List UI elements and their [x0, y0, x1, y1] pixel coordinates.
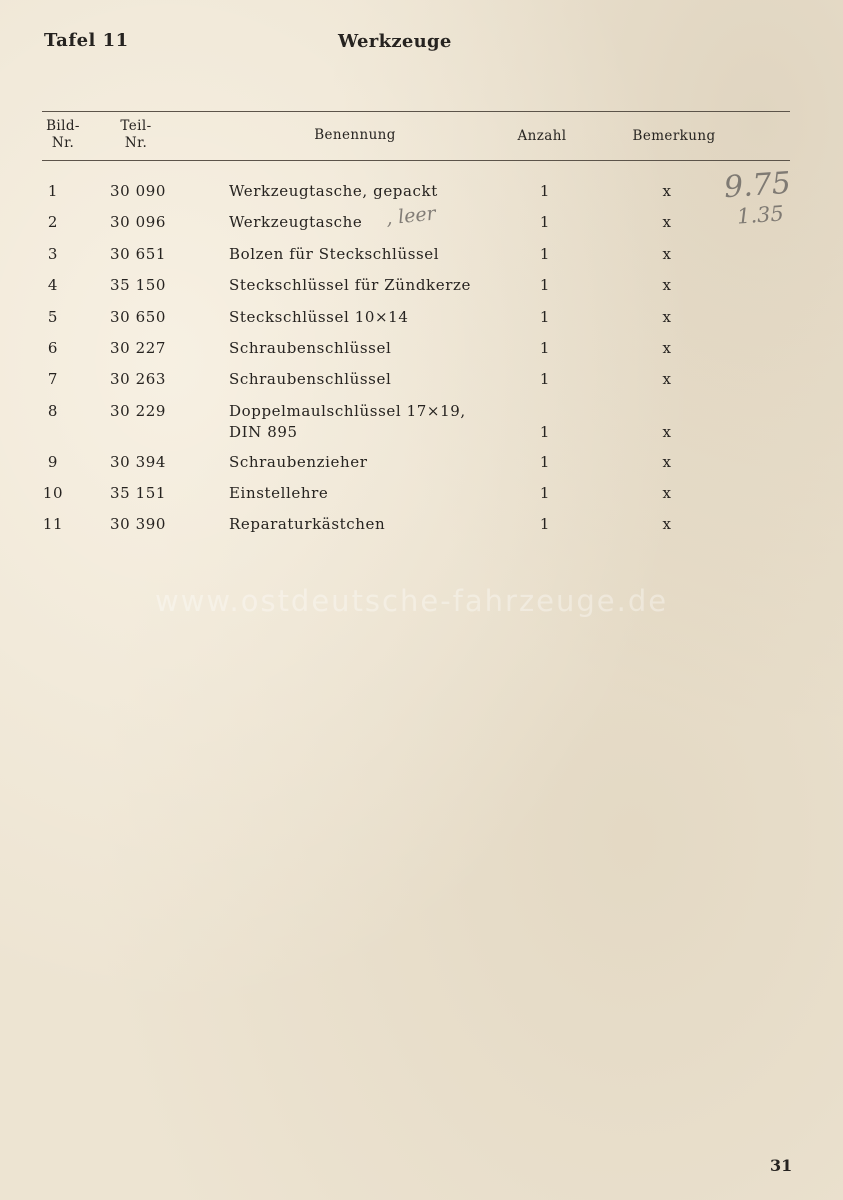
bemerkung: x: [662, 484, 672, 502]
table-row: [0, 453, 843, 483]
benennung: Werkzeugtasche, gepackt: [229, 182, 438, 200]
bild-nr: 6: [47, 339, 59, 357]
bild-nr: 9: [47, 453, 59, 471]
bild-nr: 8: [47, 402, 59, 420]
teil-nr: 30 651: [109, 245, 167, 263]
bild-nr: 11: [42, 515, 64, 533]
anzahl: 1: [539, 276, 551, 294]
teil-nr: 35 151: [109, 484, 167, 502]
bemerkung: x: [662, 245, 672, 263]
bemerkung: x: [662, 370, 672, 388]
table-header-rule: [42, 160, 790, 161]
benennung: Bolzen für Steckschlüssel: [229, 245, 440, 263]
bemerkung: x: [662, 213, 672, 231]
benennung: Steckschlüssel 10×14: [229, 308, 409, 326]
teil-nr: 30 096: [109, 213, 167, 231]
benennung: [229, 402, 519, 441]
table-row: [0, 515, 843, 545]
bemerkung: x: [662, 308, 672, 326]
bemerkung: x: [662, 423, 672, 441]
teil-nr: 30 390: [109, 515, 167, 533]
teil-nr: 30 394: [109, 453, 167, 471]
benennung: Steckschlüssel für Zündkerze: [229, 276, 471, 294]
teil-nr: 30 227: [109, 339, 167, 357]
anzahl: 1: [539, 339, 551, 357]
anzahl: 1: [539, 453, 551, 471]
anzahl: 1: [539, 213, 551, 231]
anzahl: 1: [539, 423, 551, 441]
bemerkung: x: [662, 182, 672, 200]
plate-label: Tafel 11: [44, 30, 129, 51]
table-row: [0, 370, 843, 400]
page-number: 31: [770, 1156, 793, 1175]
table-row: [0, 402, 843, 452]
bild-nr: 1: [47, 182, 59, 200]
handwritten-note: , leer: [384, 202, 437, 230]
watermark: www.ostdeutsche-fahrzeuge.de: [155, 584, 669, 618]
benennung-line-2: DIN 895: [229, 423, 298, 441]
bemerkung: x: [662, 339, 672, 357]
table-row: [0, 484, 843, 514]
bemerkung: x: [662, 453, 672, 471]
column-header-anzahl: Anzahl: [517, 128, 567, 144]
table-row: [0, 276, 843, 306]
benennung: Schraubenschlüssel: [229, 339, 392, 357]
table-row: [0, 308, 843, 338]
anzahl: 1: [539, 245, 551, 263]
table-row: [0, 245, 843, 275]
page-header: [0, 0, 843, 80]
benennung: Werkzeugtasche: [229, 213, 363, 231]
column-header-bemerkung: Bemerkung: [632, 128, 716, 144]
bemerkung: x: [662, 276, 672, 294]
bild-nr: 2: [47, 213, 59, 231]
bild-nr: 3: [47, 245, 59, 263]
bild-nr: 10: [42, 484, 64, 502]
bild-nr: 7: [47, 370, 59, 388]
anzahl: 1: [539, 370, 551, 388]
benennung-line-1: Doppelmaulschlüssel 17×19,: [229, 402, 466, 420]
benennung: Reparaturkästchen: [229, 515, 386, 533]
table-top-rule: [42, 111, 790, 112]
bild-nr: 5: [47, 308, 59, 326]
benennung: Einstellehre: [229, 484, 329, 502]
anzahl: 1: [539, 515, 551, 533]
anzahl: 1: [539, 484, 551, 502]
benennung: Schraubenschlüssel: [229, 370, 392, 388]
teil-nr: 30 263: [109, 370, 167, 388]
bemerkung: x: [662, 515, 672, 533]
anzahl: 1: [539, 308, 551, 326]
anzahl: 1: [539, 182, 551, 200]
bild-nr: 4: [47, 276, 59, 294]
handwritten-price-2: 1.35: [736, 201, 785, 229]
benennung: Schraubenzieher: [229, 453, 368, 471]
teil-nr: 30 229: [109, 402, 167, 420]
teil-nr: 30 090: [109, 182, 167, 200]
page-title: Werkzeuge: [338, 31, 452, 52]
column-header-benennung: Benennung: [314, 127, 396, 143]
column-header-bild-nr: Bild- Nr.: [46, 118, 80, 151]
teil-nr: 35 150: [109, 276, 167, 294]
handwritten-price-1: 9.75: [722, 165, 792, 206]
teil-nr: 30 650: [109, 308, 167, 326]
column-header-teil-nr: Teil- Nr.: [120, 118, 152, 151]
table-row: [0, 339, 843, 369]
